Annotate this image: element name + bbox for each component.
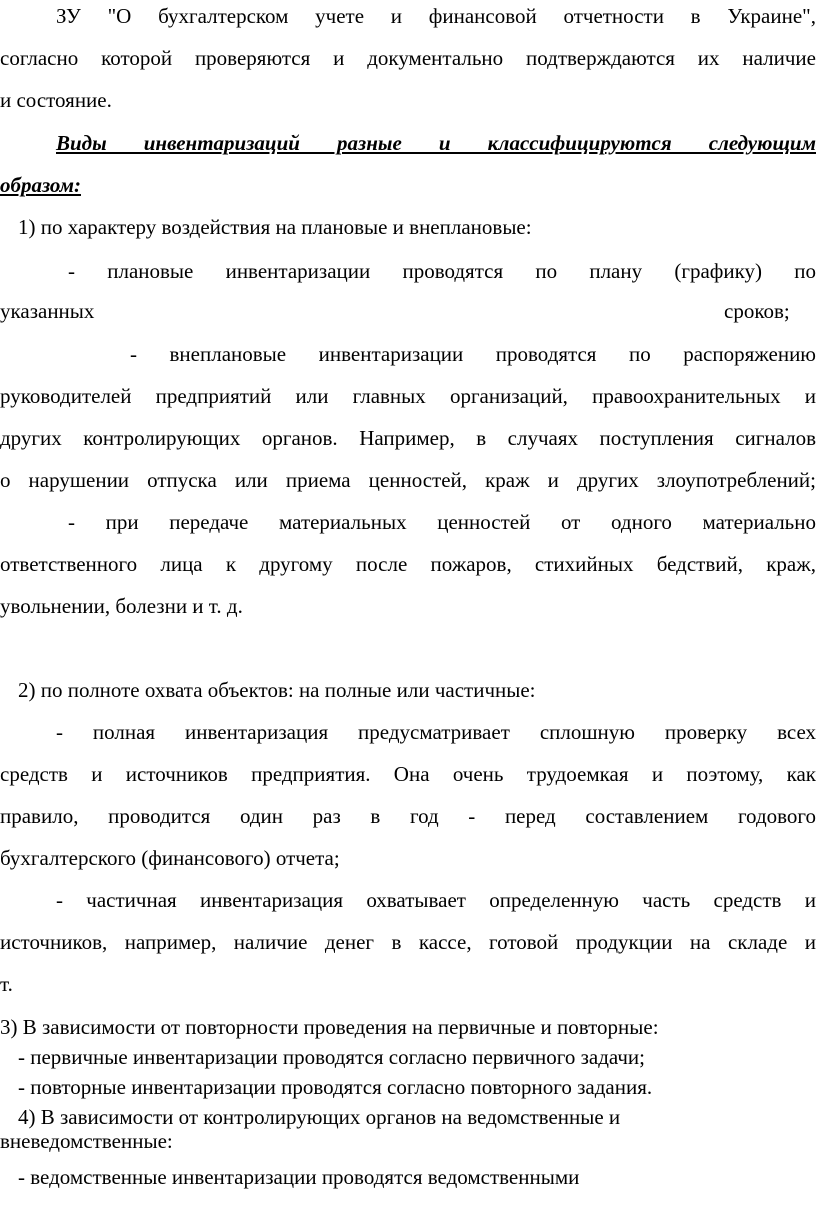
text-line: о нарушении отпуска или приема ценностей, краж и других злоупотреблений; [0, 468, 816, 492]
text-line: ЗУ "О бухгалтерском учете и финансовой отчетности в Украине", [56, 4, 816, 28]
text-line: источников, например, наличие денег в кассе, готовой продукции на складе и [0, 930, 816, 954]
text-line: согласно которой проверяются и документально подтверждаются их наличие [0, 46, 816, 70]
list-item: 2) по полноте охвата объектов: на полные или частичные: [18, 678, 536, 702]
text-line: бухгалтерского (финансового) отчета; [0, 846, 340, 870]
text-line: ответственного лица к другому после пожаров, стихийных бедствий, краж, [0, 552, 816, 576]
text-line: правило, проводится один раз в год - перед составлением годового [0, 804, 816, 828]
text-line: других контролирующих органов. Например, в случаях поступления сигналов [0, 426, 816, 450]
text-line: - повторные инвентаризации проводятся согласно повторного задания. [18, 1075, 653, 1099]
text-line: сроков; [724, 299, 790, 323]
text-line: средств и источников предприятия. Она очень трудоемкая и поэтому, как [0, 762, 816, 786]
text-line: - частичная инвентаризация охватывает определенную часть средств и [56, 888, 816, 912]
text-line: - при передаче материальных ценностей от одного материально [68, 510, 816, 534]
text-line: вневедомственные: [0, 1129, 173, 1153]
text-line: руководителей предприятий или главных организаций, правоохранительных и [0, 384, 816, 408]
list-item: 3) В зависимости от повторности проведения на первичные и повторные: [0, 1015, 659, 1039]
text-line: - ведомственные инвентаризации проводятся ведомственными [18, 1165, 580, 1189]
list-item: 4) В зависимости от контролирующих органов на ведомственные и [18, 1105, 621, 1129]
text-line: - первичные инвентаризации проводятся согласно первичного задачи; [18, 1045, 645, 1069]
text-line: - внеплановые инвентаризации проводятся по распоряжению [130, 342, 816, 366]
text-line: - полная инвентаризация предусматривает сплошную проверку всех [56, 720, 816, 744]
text-line: увольнении, болезни и т. д. [0, 594, 243, 618]
text-line: и состояние. [0, 88, 112, 112]
text-line: т. [0, 972, 13, 996]
section-heading: Виды инвентаризаций разные и классифицируются следующим [56, 131, 816, 155]
section-heading: образом: [0, 173, 81, 197]
text-line: указанных [0, 299, 95, 323]
list-item: 1) по характеру воздействия на плановые и внеплановые: [18, 215, 532, 239]
text-line: - плановые инвентаризации проводятся по плану (графику) по [68, 259, 816, 283]
